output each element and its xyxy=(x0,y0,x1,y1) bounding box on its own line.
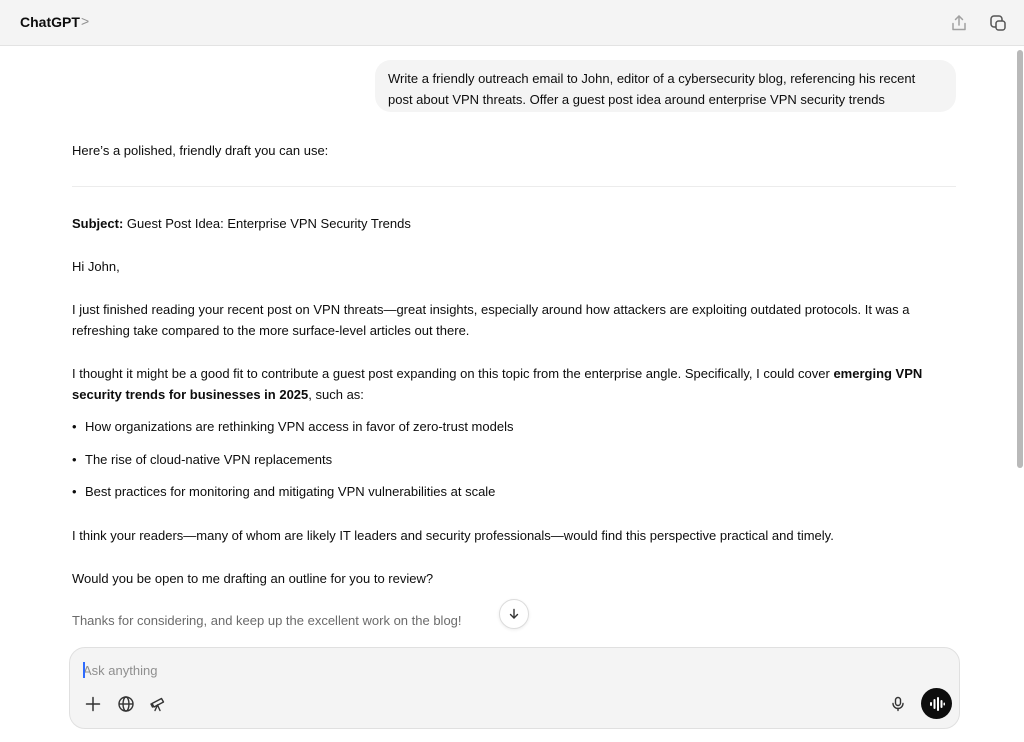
text-caret xyxy=(83,662,85,678)
email-paragraph-3: I think your readers—many of whom are likely IT leaders and security professionals—would find this perspective practical and timely. xyxy=(72,528,834,543)
web-search-button[interactable] xyxy=(115,693,137,715)
email-greeting: Hi John, xyxy=(72,259,120,274)
email-paragraph-1: I just finished reading your recent post on VPN threats—great insights, especially around how attackers are exploiting outdated protocols. It was a refreshing take compared to the more surface-level articles out there. xyxy=(72,302,910,338)
plus-icon xyxy=(84,695,102,713)
share-button[interactable] xyxy=(948,12,970,34)
email-closing: Thanks for considering, and keep up the excellent work on the blog! xyxy=(72,613,462,628)
divider xyxy=(72,186,956,187)
top-bar xyxy=(0,0,1024,46)
deep-research-button[interactable] xyxy=(147,693,169,715)
scroll-to-bottom-button[interactable] xyxy=(499,599,529,629)
telescope-icon xyxy=(149,695,167,713)
app-title[interactable]: ChatGPT xyxy=(20,14,80,30)
bullet-marker: • xyxy=(72,484,77,499)
new-chat-button[interactable] xyxy=(987,12,1009,34)
scrollbar[interactable] xyxy=(1017,50,1023,468)
paragraph-2-tail: , such as: xyxy=(308,387,364,402)
share-icon xyxy=(950,14,968,32)
email-subject xyxy=(72,213,952,234)
list-item xyxy=(72,449,332,470)
email-paragraph-4: Would you be open to me drafting an outline for you to review? xyxy=(72,571,434,586)
model-chevron-icon[interactable]: > xyxy=(81,13,90,29)
list-item-text: Best practices for monitoring and mitigating VPN vulnerabilities at scale xyxy=(85,484,496,499)
paragraph-2-lead: I thought it might be a good fit to contribute a guest post expanding on this topic from the enterprise angle. Specifically, I could cover xyxy=(72,366,834,381)
subject-label: Subject: xyxy=(72,216,124,231)
list-item xyxy=(72,416,513,437)
list-item-text: The rise of cloud-native VPN replacements xyxy=(85,452,333,467)
subject-text: Guest Post Idea: Enterprise VPN Security Trends xyxy=(123,216,411,231)
composer xyxy=(69,647,960,729)
voice-mode-icon xyxy=(928,695,946,713)
user-message: Write a friendly outreach email to John, editor of a cybersecurity blog, referencing his recent post about VPN threats. Offer a guest post idea around enterprise VPN security trends xyxy=(375,60,956,112)
microphone-icon xyxy=(890,696,906,712)
prompt-input[interactable] xyxy=(83,660,843,680)
paragraph-2-bold: emerging VPN security trends for businesses in 2025 xyxy=(72,366,923,402)
voice-mode-button[interactable] xyxy=(921,688,952,719)
list-item xyxy=(72,481,495,502)
add-attachment-button[interactable] xyxy=(82,693,104,715)
list-item-text: How organizations are rethinking VPN access in favor of zero-trust models xyxy=(85,419,514,434)
arrow-down-icon xyxy=(508,608,520,620)
bullet-marker: • xyxy=(72,452,77,467)
email-paragraph-2 xyxy=(72,363,952,405)
assistant-intro: Here’s a polished, friendly draft you can use: xyxy=(72,143,329,158)
globe-icon xyxy=(117,695,135,713)
bullet-marker: • xyxy=(72,419,77,434)
dictate-button[interactable] xyxy=(887,693,909,715)
new-chat-icon xyxy=(989,14,1007,32)
